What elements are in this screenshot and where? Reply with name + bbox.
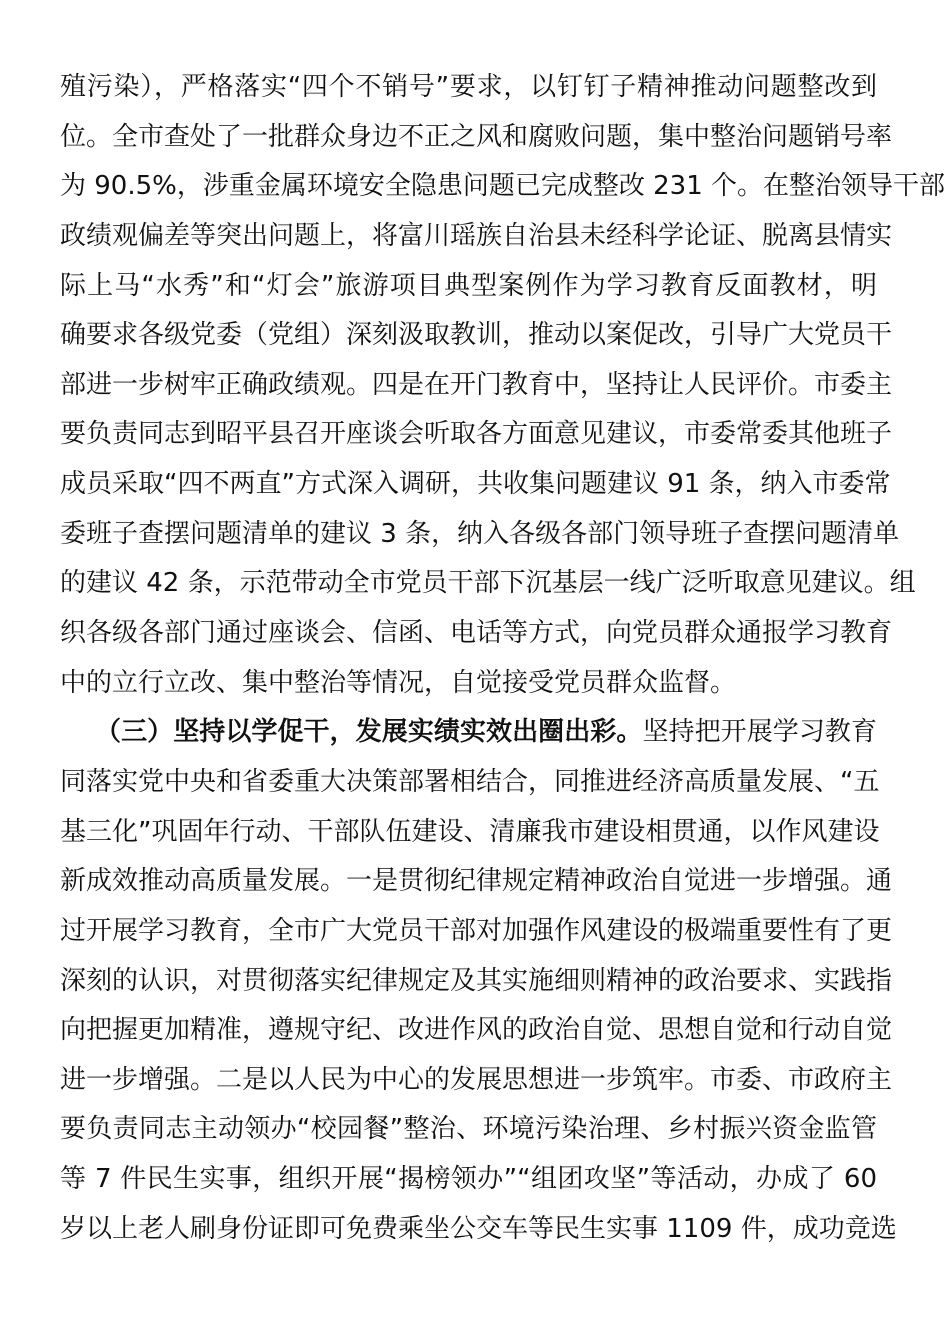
section-heading: （三）坚持以学促干，发展实绩实效出圈出彩。	[95, 717, 643, 748]
text-line: 的建议 42 条，示范带动全市党员干部下沉基层一线广泛听取意见建议。组	[60, 568, 916, 599]
text-line: 深刻的认识，对贯彻落实纪律规定及其实施细则精神的政治要求、实践指	[60, 965, 893, 996]
text-line: 要负责同志到昭平县召开座谈会听取各方面意见建议，市委常委其他班子	[60, 419, 893, 450]
text-line: 委班子查摆问题清单的建议 3 条，纳入各级各部门领导班子查摆问题清单	[60, 518, 900, 549]
text-line: 为 90.5%，涉重金属环境安全隐患问题已完成整改 231 个。在整治领导干部	[60, 171, 946, 202]
text-line: 际上马“水秀”和“灯会”旅游项目典型案例作为学习教育反面教材，明	[60, 270, 877, 301]
text-line: 织各级各部门通过座谈会、信函、电话等方式，向党员群众通报学习教育	[60, 618, 893, 649]
text-line: 成员采取“四不两直”方式深入调研，共收集问题建议 91 条，纳入市委常	[60, 469, 891, 500]
text-line: 等 7 件民生实事，组织开展“揭榜领办”“组团攻坚”等活动，办成了 60	[60, 1164, 877, 1195]
text-line: 部进一步树牢正确政绩观。四是在开门教育中，坚持让人民评价。市委主	[60, 369, 893, 400]
text-line	[60, 708, 877, 758]
text-line: 要负责同志主动领办“校园餐”整治、环境污染治理、乡村振兴资金监管	[60, 1114, 877, 1145]
text-run: 坚持把开展学习教育	[642, 717, 877, 748]
text-line: 基三化”巩固年行动、干部队伍建设、清廉我市建设相贯通，以作风建设	[60, 816, 880, 847]
text-line: 同落实党中央和省委重大决策部署相结合，同推进经济高质量发展、“五	[60, 766, 880, 797]
text-line: 进一步增强。二是以人民为中心的发展思想进一步筑牢。市委、市政府主	[60, 1064, 893, 1095]
paragraph-1	[60, 63, 946, 708]
text-line: 政绩观偏差等突出问题上，将富川瑶族自治县未经科学论证、脱离县情实	[60, 220, 893, 251]
text-line: 位。全市查处了一批群众身边不正之风和腐败问题，集中整治问题销号率	[60, 121, 893, 152]
text-line: 向把握更加精准，遵规守纪、改进作风的政治自觉、思想自觉和行动自觉	[60, 1015, 893, 1046]
paragraph-2	[60, 708, 897, 1254]
text-line: 岁以上老人刷身份证即可免费乘坐公交车等民生实事 1109 件，成功竞选	[60, 1213, 897, 1244]
text-line: 殖污染），严格落实“四个不销号”要求，以钉钉子精神推动问题整改到	[60, 72, 877, 102]
text-line: 过开展学习教育，全市广大党员干部对加强作风建设的极端重要性有了更	[60, 915, 893, 946]
text-line: 新成效推动高质量发展。一是贯彻纪律规定精神政治自觉进一步增强。通	[60, 866, 893, 897]
text-line: 确要求各级党委（党组）深刻汲取教训，推动以案促改，引导广大党员干	[60, 320, 893, 351]
text-line: 中的立行立改、集中整治等情况，自觉接受党员群众监督。	[60, 667, 737, 698]
document-page	[60, 63, 946, 1254]
